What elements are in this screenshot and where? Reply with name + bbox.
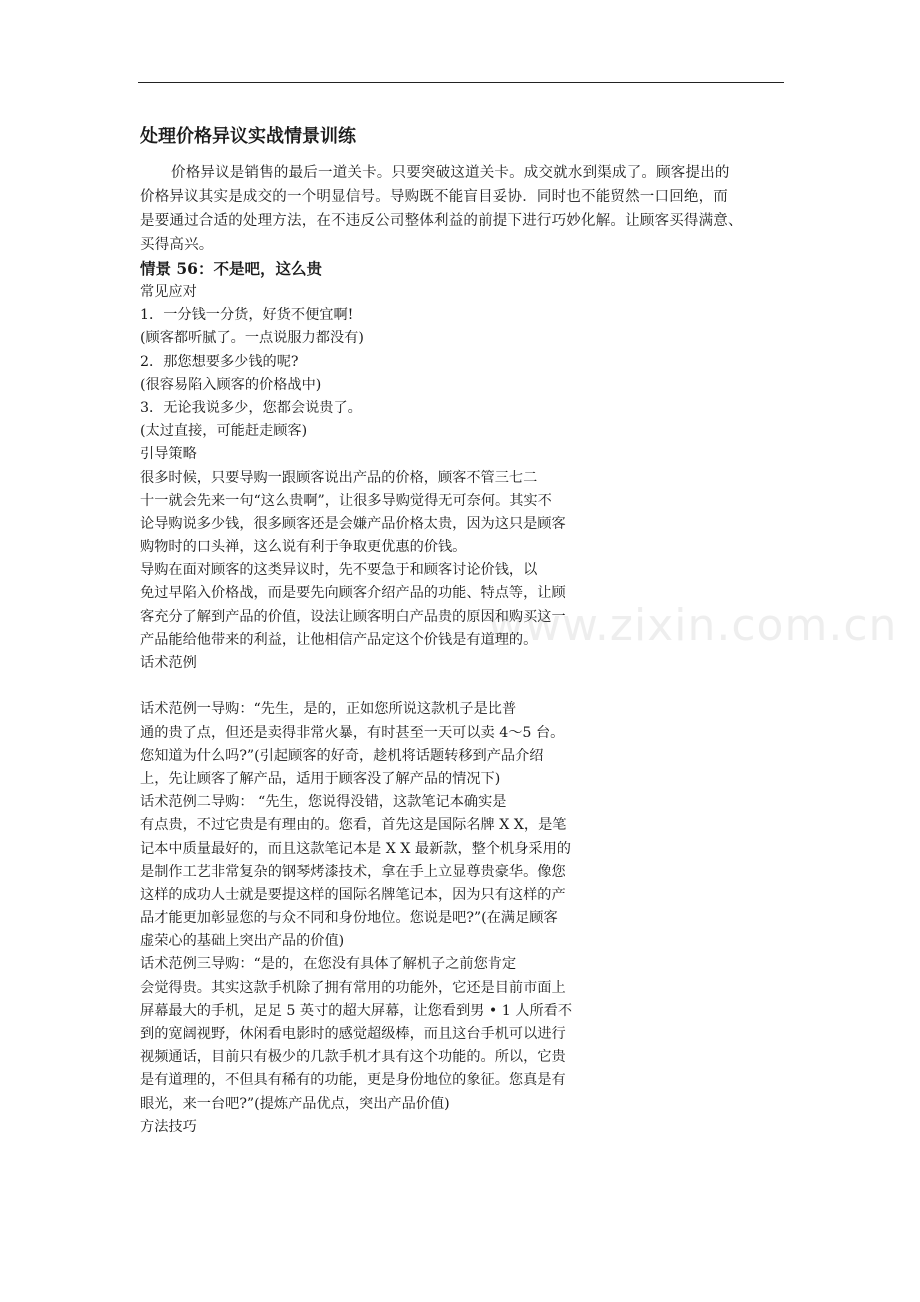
body-line: 话术范例 (140, 655, 197, 671)
body-line: 上，先让顾客了解产品，适用于顾客没了解产品的情况下) (140, 770, 501, 787)
body-line: 您知道为什么吗?”(引起顾客的好奇，趁机将话题转移到产品介绍 (140, 747, 544, 764)
body-line: 1．一分钱一分货，好货不便宜啊! (140, 307, 354, 324)
body-line: 这样的成功人士就是要提这样的国际名牌笔记本，因为只有这样的产 (140, 886, 566, 903)
body-line: (顾客都听腻了。一点说服力都没有) (140, 330, 364, 347)
intro-paragraph (140, 161, 784, 257)
body-text (140, 281, 572, 1139)
body-line: 到的宽阔视野，休闲看电影时的感觉超级棒，而且这台手机可以进行 (140, 1026, 566, 1042)
body-line: 有点贵，不过它贵是有理由的。您看，首先这是国际名牌 X X，是笔 (140, 817, 567, 834)
body-line: 记本中质量最好的，而且这款笔记本是 X X 最新款，整个机身采用的 (140, 840, 571, 857)
body-line: 3．无论我说多少，您都会说贵了。 (140, 399, 362, 416)
body-line: 十一就会先来一句“这么贵啊”，让很多导购觉得无可奈何。其实不 (140, 492, 552, 509)
header-rule (138, 82, 784, 83)
intro-line: 买得高兴。 (140, 237, 214, 253)
body-line: 购物时的口头禅，这么说有利于争取更优惠的价钱。 (140, 539, 467, 556)
body-line: (很容易陷入顾客的价格战中) (140, 376, 322, 393)
body-line: 品才能更加彰显您的与众不同和身份地位。您说是吧?”(在满足顾客 (140, 910, 558, 927)
watermark: www.zixin.com.cn (488, 600, 898, 651)
body-line: 屏幕最大的手机，足足 5 英寸的超大屏幕，让您看到男 • 1 人所看不 (140, 1002, 573, 1019)
body-line: 是制作工艺非常复杂的钢琴烤漆技术，拿在手上立显尊贵豪华。像您 (140, 863, 566, 880)
body-line: (太过直接，可能赶走顾客) (140, 423, 308, 440)
body-line: 话术范例一导购：“先生，是的，正如您所说这款机子是比普 (140, 701, 517, 718)
body-line: 2．那您想要多少钱的呢? (140, 353, 299, 370)
body-line: 视频通话，目前只有极少的几款手机才具有这个功能的。所以，它贵 (140, 1049, 566, 1066)
body-line: 导购在面对顾客的这类异议时，先不要急于和顾客讨论价钱，以 (140, 562, 538, 579)
intro-line: 价格异议其实是成交的一个明显信号。导购既不能盲目妥协．同时也不能贸然一口回绝，而 (140, 189, 728, 205)
body-line (140, 675, 572, 698)
body-line: 常见应对 (140, 284, 197, 300)
intro-line: 价格异议是销售的最后一道关卡。只要突破这道关卡。成交就水到渠成了。顾客提出的 (171, 165, 730, 181)
body-line: 会觉得贵。其实这款手机除了拥有常用的功能外，它还是目前市面上 (140, 979, 566, 996)
body-line: 是有道理的，不但具有稀有的功能，更是身份地位的象征。您真是有 (140, 1072, 566, 1089)
body-line: 产品能给他带来的利益，让他相信产品定这个价钱是有道理的。 (140, 631, 538, 648)
body-line: 通的贵了点，但还是卖得非常火暴，有时甚至一天可以卖 4～5 台。 (140, 724, 565, 741)
body-line: 免过早陷入价格战，而是要先向顾客介绍产品的功能、特点等，让顾 (140, 585, 566, 602)
body-line: 话术范例二导购： “先生，您说得没错，这款笔记本确实是 (140, 794, 507, 811)
body-line: 引导策略 (140, 446, 197, 463)
page-title: 处理价格异议实战情景训练 (140, 126, 356, 147)
body-line: 眼光，来一台吧?”(提炼产品优点，突出产品价值) (140, 1095, 450, 1112)
intro-line: 是要通过合适的处理方法，在不违反公司整体利益的前提下进行巧妙化解。让顾客买得满意、 (140, 213, 743, 229)
body-line: 话术范例三导购：“是的，在您没有具体了解机子之前您肯定 (140, 956, 517, 973)
body-line: 虚荣心的基础上突出产品的价值) (140, 933, 345, 950)
body-line: 论导购说多少钱，很多顾客还是会嫌产品价格太贵，因为这只是顾客 (140, 515, 566, 532)
body-line: 方法技巧 (140, 1118, 197, 1135)
scene-heading: 情景 56：不是吧，这么贵 (140, 259, 322, 278)
body-line: 客充分了解到产品的价值，设法让顾客明白产品贵的原因和购买这一 (140, 608, 566, 625)
body-line: 很多时候，只要导购一跟顾客说出产品的价格，顾客不管三七二 (140, 469, 538, 486)
